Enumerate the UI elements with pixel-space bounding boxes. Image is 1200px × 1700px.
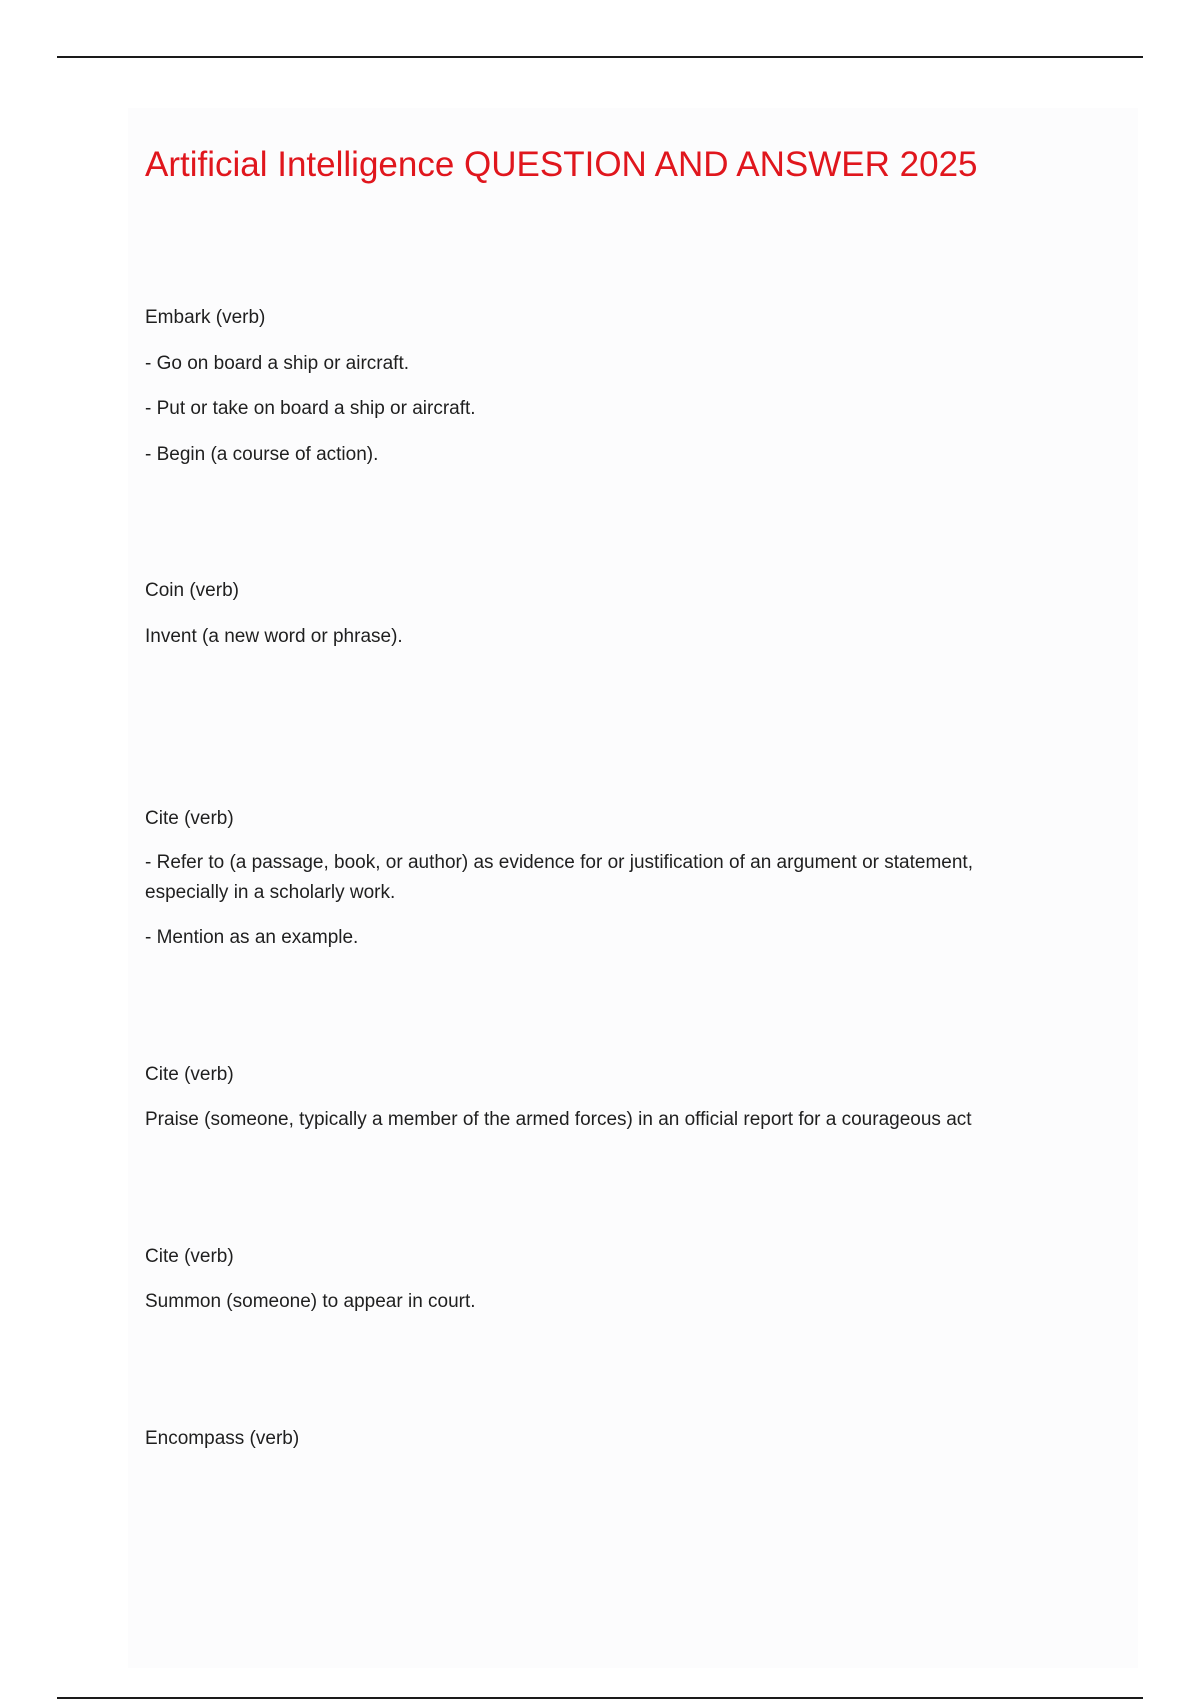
entry-definition: - Refer to (a passage, book, or author) as evidence for or justification of an argument or statement, especially in a scholarly work. bbox=[145, 852, 973, 903]
entry-term: Cite (verb) bbox=[145, 808, 234, 829]
document-title: Artificial Intelligence QUESTION AND ANSWER 2025 bbox=[145, 145, 978, 184]
top-rule bbox=[57, 56, 1143, 58]
entry-term: Embark (verb) bbox=[145, 307, 266, 328]
entry-term: Cite (verb) bbox=[145, 1246, 234, 1267]
entry-term: Encompass (verb) bbox=[145, 1428, 300, 1449]
entry-definition: Summon (someone) to appear in court. bbox=[145, 1291, 476, 1312]
entry-term: Cite (verb) bbox=[145, 1064, 234, 1085]
entry-term: Coin (verb) bbox=[145, 580, 239, 601]
entry-definition: - Put or take on board a ship or aircraft. bbox=[145, 398, 476, 419]
entry-definition: Praise (someone, typically a member of the armed forces) in an official report for a courageous act bbox=[145, 1109, 972, 1130]
bottom-rule bbox=[57, 1697, 1143, 1699]
entry-definition: - Mention as an example. bbox=[145, 927, 359, 948]
entry-definition: Invent (a new word or phrase). bbox=[145, 626, 403, 647]
entry-definition: - Begin (a course of action). bbox=[145, 444, 379, 465]
entry-definition: - Go on board a ship or aircraft. bbox=[145, 353, 410, 374]
